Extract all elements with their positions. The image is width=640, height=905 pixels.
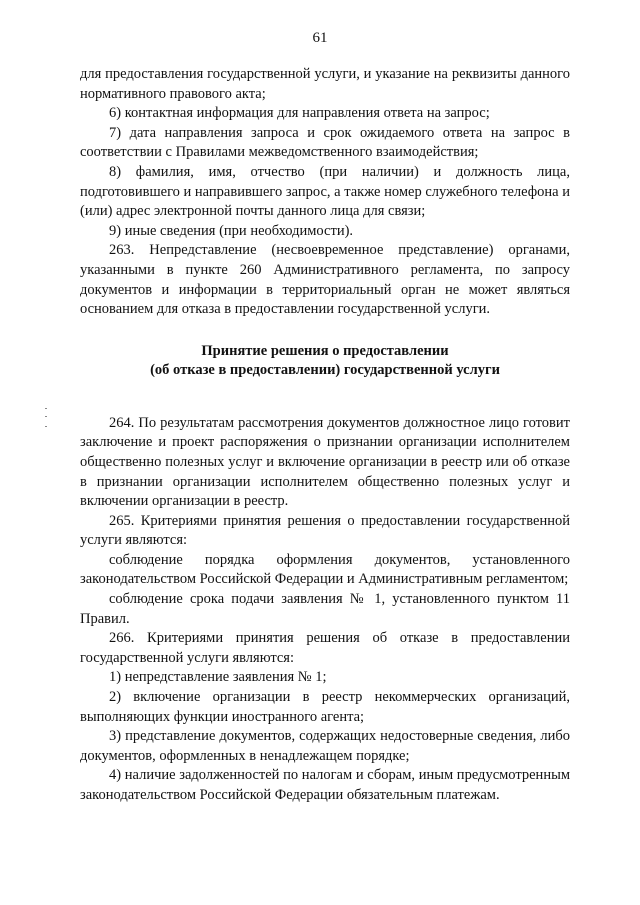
paragraph: 9) иные сведения (при необходимости).: [109, 222, 354, 239]
section-heading-line-2: (об отказе в предоставлении) государственной услуги: [150, 361, 500, 378]
paragraph: соблюдение срока подачи заявления № 1, установленного пунктом 11 Правил.: [80, 591, 570, 627]
paragraph: 264. По результатам рассмотрения документов должностное лицо готовит заключение и проект распоряжения о признании организации исполнителем общественно полезных услуг и включение организации в реестр или об отказе в признании организации исполнителем общественно полезных услуг и включении организации в реестр.: [80, 414, 570, 510]
paragraph: 266. Критериями принятия решения об отказе в предоставлении государственной услуги являются:: [80, 630, 570, 666]
section-heading: [80, 342, 570, 380]
paragraph: 4) наличие задолженностей по налогам и сборам, иным предусмотренным законодательством Российской Федерации обязательным платежам.: [80, 767, 570, 803]
page-number: 61: [312, 30, 328, 46]
paragraphs-bottom: [80, 414, 570, 806]
paragraph: 3) представление документов, содержащих недостоверные сведения, либо документов, оформленных в ненадлежащем порядке;: [80, 728, 570, 764]
paragraph: 8) фамилия, имя, отчество (при наличии) и должность лица, подготовившего и направившего запрос, а также номер служебного телефона и (или) адрес электронной почты данного лица для связи;: [80, 163, 571, 220]
paragraph: 265. Критериями принятия решения о предоставлении государственной услуги являются:: [80, 512, 570, 549]
paragraph: соблюдение порядка оформления документов, установленного законодательством Российской Федерации и Административным регламентом;: [80, 551, 570, 588]
paragraph: 2) включение организации в реестр некоммерческих организаций, выполняющих функции иностранного агента;: [80, 689, 570, 725]
paragraph: 7) дата направления запроса и срок ожидаемого ответа на запрос в соответствии с Правилами межведомственного взаимодействия;: [80, 124, 570, 161]
margin-mark: [45, 408, 47, 409]
margin-mark: [45, 416, 47, 417]
paragraph: 1) непредставление заявления № 1;: [109, 669, 327, 686]
paragraph: 263. Непредставление (несвоевременное представление) органами, указанными в пункте 260 Административного регламента, по запросу документов и информации в территориальный орган не может являться основанием для отказа в предоставлении государственной услуги.: [80, 242, 570, 318]
document-body: [80, 65, 570, 806]
section-heading-line-1: Принятие решения о предоставлении: [201, 342, 449, 359]
margin-mark: [45, 426, 47, 427]
paragraph: для предоставления государственной услуги, и указание на реквизиты данного нормативного правового акта;: [80, 66, 570, 102]
paragraphs-top: [80, 65, 570, 320]
paragraph: 6) контактная информация для направления ответа на запрос;: [109, 105, 490, 122]
